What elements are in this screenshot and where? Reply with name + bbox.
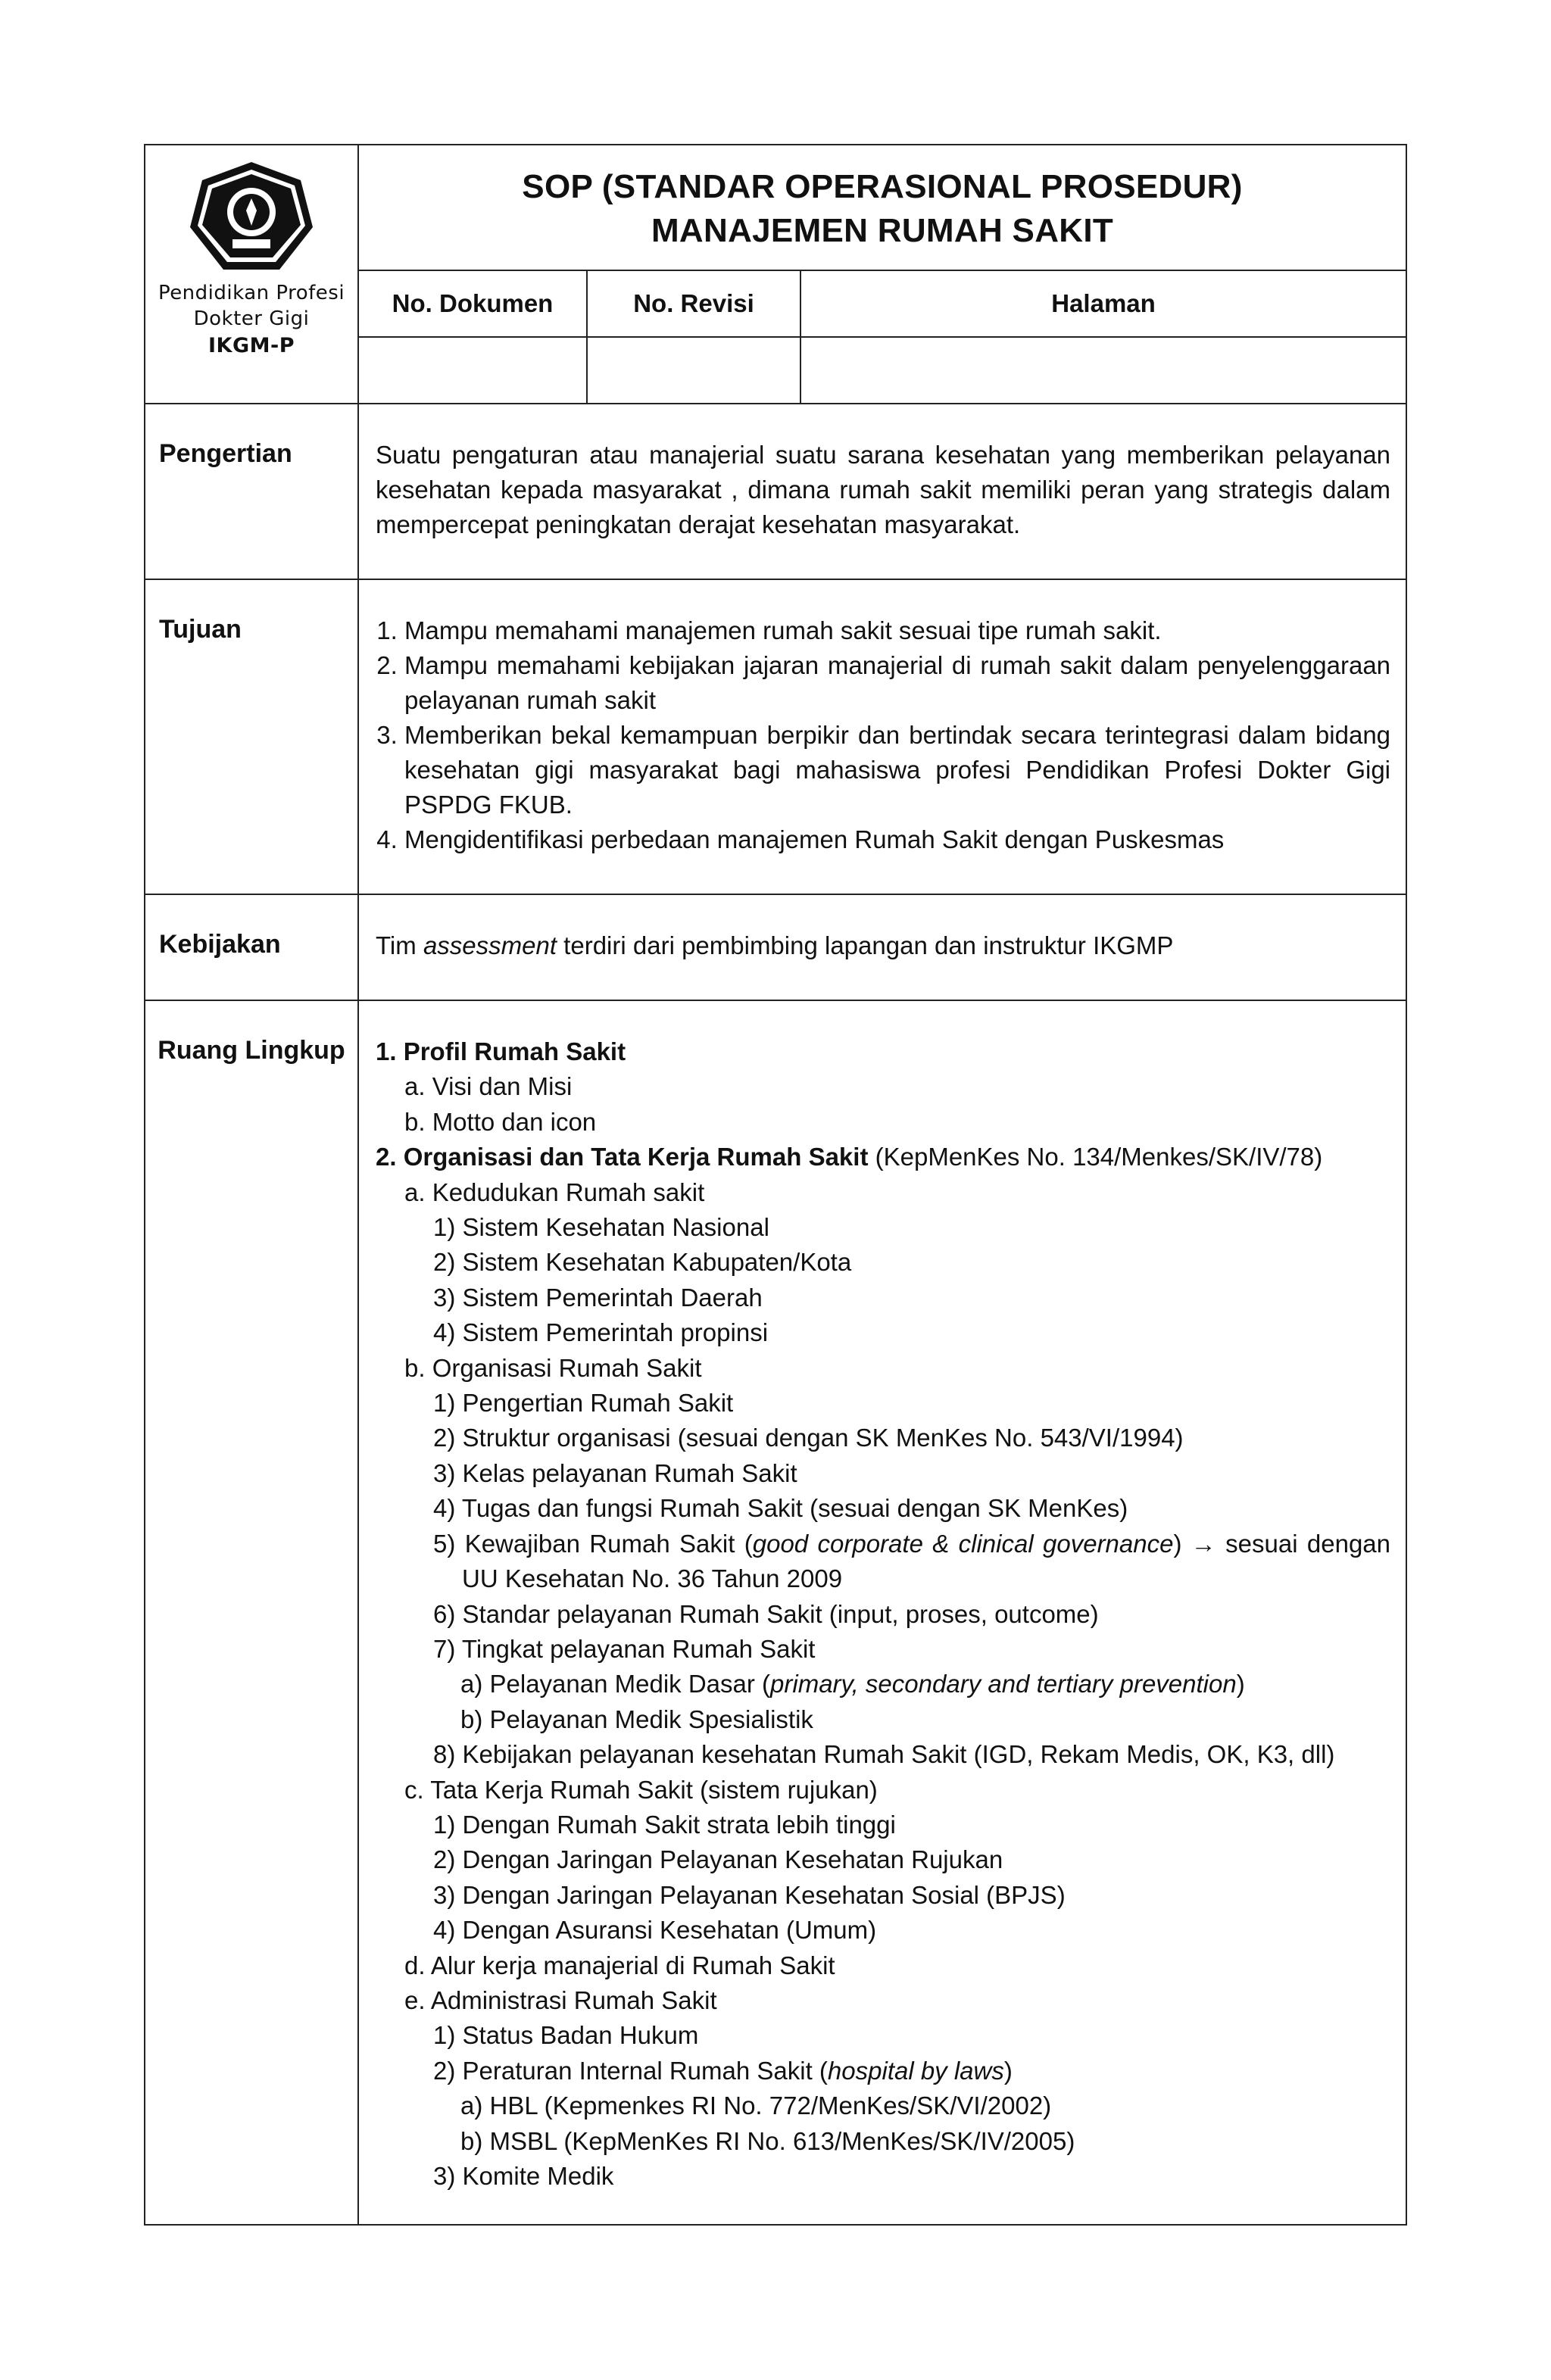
list-item: 2) Struktur organisasi (sesuai dengan SK MenKes No. 543/VI/1994) [433,1424,1184,1452]
logo-cell [145,145,358,404]
list-item: d. Alur kerja manajerial di Rumah Sakit [404,1951,835,1979]
list-item: 7) Tingkat pelayanan Rumah Sakit [433,1634,816,1663]
list-item: b. Motto dan icon [404,1107,597,1136]
list-item: 4) Sistem Pemerintah propinsi [433,1318,769,1347]
doc-title-line2: MANAJEMEN RUMAH SAKIT [651,212,1114,249]
col-header-halaman: Halaman [800,270,1406,337]
institution-name-line1: Pendidikan Profesi [158,282,345,304]
pengertian-text: Suatu pengaturan atau manajerial suatu sarana kesehatan yang memberikan pelayanan kesehatan kepada masyarakat , dimana rumah sakit memiliki peran yang strategis dalam mempercepat peningkatan derajat kesehatan masyarakat. [358,404,1406,579]
list-item: 3. Memberikan bekal kemampuan berpikir dan bertindak secara terintegrasi dalam bidang kesehatan gigi masyarakat bagi mahasiswa profesi Pendidikan Profesi Dokter Gigi PSPDG FKUB. [404,718,1390,822]
list-item: e. Administrasi Rumah Sakit [404,1985,717,2014]
list-item: 8) Kebijakan pelayanan kesehatan Rumah Sakit (IGD, Rekam Medis, OK, K3, dll) [433,1740,1335,1769]
list-item: 2. Mampu memahami kebijakan jajaran manajerial di rumah sakit dalam penyelenggaraan pelayanan rumah sakit [404,648,1390,718]
university-seal-icon [187,159,316,273]
scope-heading-1: 1. Profil Rumah Sakit [376,1037,626,1065]
sop-table [144,144,1407,2226]
list-item: 2) Dengan Jaringan Pelayanan Kesehatan Rujukan [433,1845,1003,1874]
tujuan-list [376,613,1390,857]
list-item: 3) Kelas pelayanan Rumah Sakit [433,1458,797,1487]
dokumen-value-cell [358,337,587,404]
list-item: 1) Status Badan Hukum [433,2021,699,2050]
list-item: b. Organisasi Rumah Sakit [404,1353,702,1382]
list-item: c. Tata Kerja Rumah Sakit (sistem rujukan) [404,1775,878,1804]
list-item: 6) Standar pelayanan Rumah Sakit (input, proses, outcome) [433,1599,1099,1628]
list-item: b) Pelayanan Medik Spesialistik [460,1705,813,1733]
scope-heading-2: 2. Organisasi dan Tata Kerja Rumah Sakit [376,1143,869,1171]
label-pengertian: Pengertian [145,404,358,579]
halaman-value-cell [800,337,1406,404]
col-header-revisi: No. Revisi [587,270,800,337]
list-item: 5) Kewajiban Rumah Sakit (good corporate & clinical governance) → sesuai dengan UU Kesehatan No. 36 Tahun 2009 [433,1529,1391,1593]
list-item: a. Kedudukan Rumah sakit [404,1178,705,1206]
sop-document [144,144,1406,2226]
label-tujuan: Tujuan [145,579,358,894]
revisi-value-cell [587,337,800,404]
list-item: 3) Komite Medik [433,2162,614,2190]
label-ruang-lingkup: Ruang Lingkup [145,1000,358,2225]
list-item: 1) Pengertian Rumah Sakit [433,1389,734,1418]
list-item: 1) Dengan Rumah Sakit strata lebih tinggi [433,1810,896,1839]
list-item: 2) Peraturan Internal Rumah Sakit (hospital by laws) [433,2056,1013,2085]
col-header-dokumen: No. Dokumen [358,270,587,337]
list-item: 1. Mampu memahami manajemen rumah sakit sesuai tipe rumah sakit. [404,613,1390,648]
ruang-lingkup-content: 1. Profil Rumah Sakit a. Visi dan Misi b. Motto dan icon 2. Organisasi dan Tata Kerja Rumah Sakit (KepMenKes No. 134/Menkes/SK/IV/78) a. Kedudukan Rumah sakit 1) Sistem Kesehatan Nasional 2) Sistem Kesehatan Kabupaten/Kota 3) Sistem Pemerintah Daerah 4) Sistem Pemerintah propinsi b. Organisasi Rumah Sakit 1) Pengertian Rumah Sakit 2) Struktur organisasi (sesuai dengan SK MenKes No. 543/VI/1994) 3) Kelas pelayanan Rumah Sakit 4) Tugas dan fungsi Rumah Sakit (sesuai dengan SK MenKes) 5) Kewajiban Rumah Sakit (good corporate & clinical governance) → sesuai dengan UU Kesehatan No. 36 Tahun 2009 6) Standar pelayanan Rumah Sakit (input, proses, outcome) 7) Tingkat pelayanan Rumah Sakit a) Pelayanan Medik Dasar (primary, secondary and tertiary prevention) b) Pelayanan Medik Spesialistik 8) Kebijakan pelayanan kesehatan Rumah Sakit (IGD, Rekam Medis, OK, K3, dll) c. Tata Kerja Rumah Sakit (sistem rujukan) 1) Dengan Rumah Sakit strata lebih tinggi 2) Dengan Jaringan Pelayanan Kesehatan Rujukan 3) Dengan Jaringan Pelayanan Kesehatan Sosial (BPJS) 4) Dengan Asuransi Kesehatan (Umum) d. Alur kerja manajerial di Rumah Sakit e. Administrasi Rumah Sakit 1) Status Badan Hukum 2) Peraturan Internal Rumah Sakit (hospital by laws) a) HBL (Kepmenkes RI No. 772/MenKes/SK/VI/2002) b) MSBL (KepMenKes RI No. 613/MenKes/SK/IV/2005) 3) Komite Medik [358,1000,1406,2225]
tujuan-content [358,579,1406,894]
label-kebijakan: Kebijakan [145,894,358,1000]
title-cell [358,145,1406,270]
list-item: 2) Sistem Kesehatan Kabupaten/Kota [433,1248,852,1277]
list-item: 1) Sistem Kesehatan Nasional [433,1213,769,1242]
list-item: 4. Mengidentifikasi perbedaan manajemen Rumah Sakit dengan Puskesmas [404,822,1390,857]
list-item: a) Pelayanan Medik Dasar (primary, secondary and tertiary prevention) [460,1670,1245,1698]
institution-code: IKGM-P [208,334,295,357]
list-item: 3) Sistem Pemerintah Daerah [433,1283,763,1312]
doc-title-line1: SOP (STANDAR OPERASIONAL PROSEDUR) [522,168,1243,205]
institution-name-line2: Dokter Gigi [193,307,310,330]
list-item: 3) Dengan Jaringan Pelayanan Kesehatan Sosial (BPJS) [433,1880,1066,1909]
list-item: 4) Dengan Asuransi Kesehatan (Umum) [433,1916,877,1945]
list-item: a. Visi dan Misi [404,1072,573,1101]
list-item: 4) Tugas dan fungsi Rumah Sakit (sesuai dengan SK MenKes) [433,1494,1128,1523]
list-item: b) MSBL (KepMenKes RI No. 613/MenKes/SK/IV/2005) [460,2126,1075,2155]
list-item: a) HBL (Kepmenkes RI No. 772/MenKes/SK/VI/2002) [460,2091,1052,2120]
kebijakan-text: Tim assessment terdiri dari pembimbing lapangan dan instruktur IKGMP [358,894,1406,1000]
